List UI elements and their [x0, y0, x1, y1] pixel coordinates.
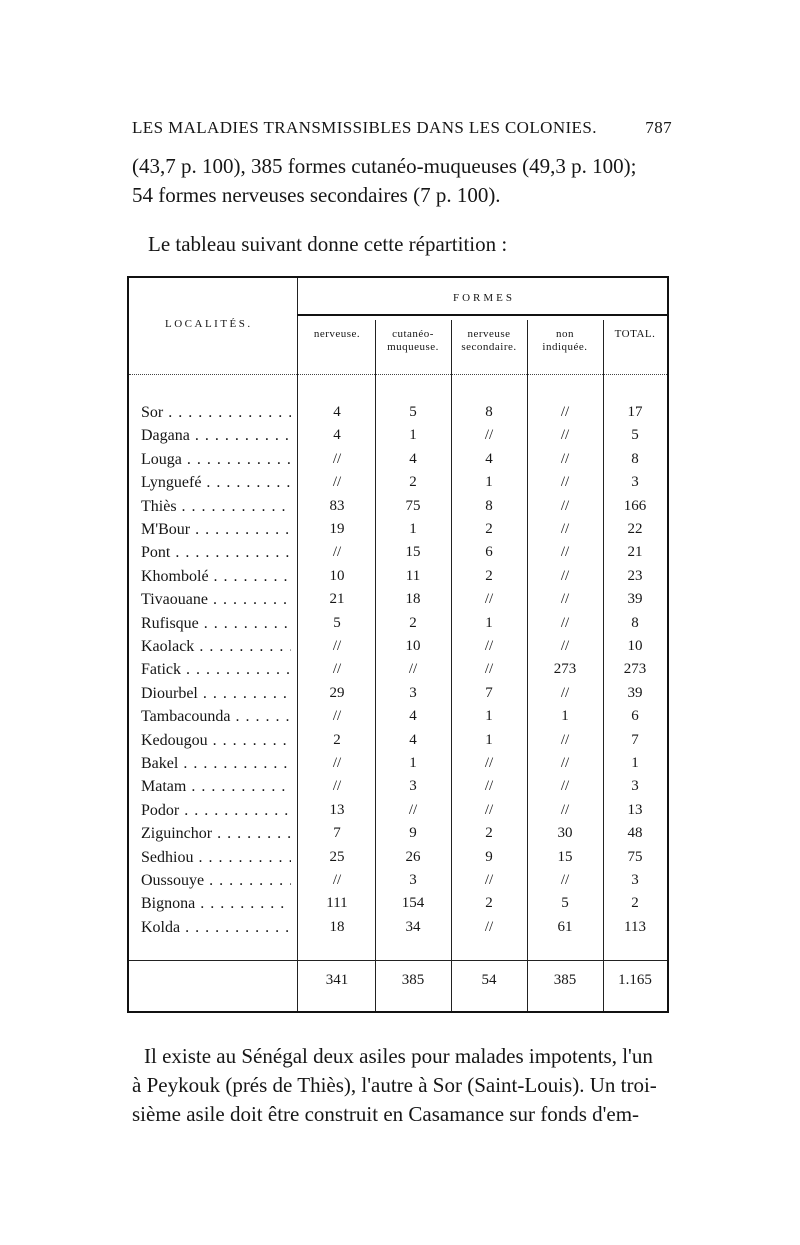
row-cell: 3 — [631, 474, 639, 491]
row-cell: // — [484, 638, 494, 654]
row-cell: 113 — [624, 918, 646, 935]
row-cell: 8 — [631, 450, 639, 467]
row-cell: 8 — [485, 497, 493, 514]
row-cell: 25 — [329, 848, 345, 865]
row-cell: 21 — [329, 591, 345, 608]
col-header-total: TOTAL. — [614, 328, 656, 340]
row-cell: 18 — [329, 918, 345, 935]
row-locality: Sedhiou . . . — [141, 849, 291, 867]
row-cell: 1 — [631, 755, 639, 771]
row-cell: 30 — [557, 825, 573, 842]
table-row — [129, 825, 667, 848]
row-cell: 273 — [553, 661, 577, 678]
grand-total: 1.165 — [618, 972, 652, 988]
row-cell: 13 — [627, 801, 643, 818]
row-cell: // — [560, 778, 570, 795]
row-cell: // — [408, 801, 418, 818]
row-cell: 10 — [405, 638, 421, 654]
row-cell: // — [484, 427, 494, 444]
row-locality: Bignona . . . — [141, 895, 291, 913]
header-rule — [129, 374, 667, 375]
row-locality: Sor . . . — [141, 404, 291, 422]
row-cell: // — [408, 661, 418, 678]
formes-header: FORMES — [452, 292, 516, 304]
row-cell: // — [332, 872, 342, 888]
table-row — [129, 521, 667, 544]
row-locality: Podor . . . — [141, 802, 291, 820]
row-locality: M'Bour . . . — [141, 521, 291, 539]
row-cell: 4 — [485, 450, 493, 467]
row-cell: 1 — [485, 474, 493, 491]
closing-line-2: à Peykouk (prés de Thiès), l'autre à Sor (Saint-Louis). Un troi- — [132, 1073, 657, 1097]
table-row — [129, 661, 667, 684]
row-cell: 18 — [405, 591, 421, 608]
row-cell: 111 — [326, 895, 348, 912]
row-cell: // — [560, 474, 570, 491]
total-cutaneo-muqueuse: 385 — [401, 972, 425, 988]
running-head — [132, 118, 672, 138]
table-row — [129, 802, 667, 825]
row-cell: // — [332, 778, 342, 795]
row-cell: 75 — [627, 848, 643, 865]
row-cell: 5 — [561, 895, 569, 912]
row-cell: 9 — [485, 848, 493, 865]
row-cell: // — [560, 427, 570, 444]
row-cell: // — [484, 778, 494, 795]
intro-paragraph — [132, 152, 672, 210]
total-nerveuse-secondaire: 54 — [481, 972, 497, 988]
page-number: 787 — [645, 118, 672, 137]
row-cell: 1 — [409, 755, 417, 771]
row-locality: Thiès . . . — [141, 498, 291, 516]
row-locality: Khombolé . . . — [141, 568, 291, 586]
closing-line-1: Il existe au Sénégal deux asiles pour malades impotents, l'un — [144, 1044, 653, 1068]
table-row — [129, 708, 667, 731]
row-cell: 21 — [627, 544, 643, 561]
row-cell: 8 — [485, 404, 493, 420]
row-locality: Ziguinchor . . . — [141, 825, 291, 843]
row-locality: Matam . . . — [141, 778, 291, 796]
row-cell: // — [332, 661, 342, 678]
row-cell: // — [332, 708, 342, 725]
table-caption: Le tableau suivant donne cette répartition : — [148, 232, 508, 256]
table-row — [129, 778, 667, 801]
row-cell: 15 — [405, 544, 421, 561]
formes-rule — [297, 314, 667, 316]
row-cell: 7 — [631, 731, 639, 748]
row-cell: 7 — [333, 825, 341, 842]
row-cell: 5 — [409, 404, 417, 420]
row-locality: Kedougou . . . — [141, 732, 291, 750]
row-cell: 61 — [557, 918, 573, 935]
row-cell: 29 — [329, 684, 345, 701]
row-cell: 15 — [557, 848, 573, 865]
row-cell: // — [560, 801, 570, 818]
row-cell: 39 — [627, 591, 643, 608]
table-row — [129, 451, 667, 474]
row-cell: 26 — [405, 848, 421, 865]
totals-rule — [129, 960, 667, 961]
table-row — [129, 404, 667, 427]
row-cell: // — [332, 755, 342, 771]
row-locality: Diourbel . . . — [141, 685, 291, 703]
row-cell: 1 — [409, 427, 417, 444]
row-locality: Fatick . . . — [141, 661, 291, 679]
row-cell: // — [484, 872, 494, 888]
row-cell: 2 — [409, 474, 417, 491]
row-cell: // — [560, 497, 570, 514]
row-cell: // — [484, 755, 494, 771]
row-cell: 166 — [623, 497, 647, 514]
row-cell: 2 — [631, 895, 639, 912]
row-cell: // — [484, 918, 494, 935]
row-cell: 9 — [409, 825, 417, 842]
row-cell: // — [484, 801, 494, 818]
row-cell: 154 — [401, 895, 425, 912]
table-row — [129, 755, 667, 778]
row-cell: 22 — [627, 521, 643, 537]
row-cell: 273 — [623, 661, 647, 678]
row-cell: 4 — [409, 708, 417, 725]
col-header-nerveuse: nerveuse. — [313, 328, 361, 340]
table-row — [129, 427, 667, 450]
row-locality: Rufisque . . . — [141, 615, 291, 633]
row-cell: // — [484, 591, 494, 608]
table-row — [129, 568, 667, 591]
col-header-nerveuse-secondaire: nerveuse secondaire. — [461, 328, 517, 353]
row-cell: 5 — [333, 614, 341, 631]
row-cell: // — [560, 544, 570, 561]
running-head-title: LES MALADIES TRANSMISSIBLES DANS LES COLONIES. — [132, 118, 597, 137]
closing-line-3: sième asile doit être construit en Casamance sur fonds d'em- — [132, 1102, 640, 1126]
table-row — [129, 685, 667, 708]
row-cell: // — [560, 567, 570, 584]
row-cell: 3 — [409, 684, 417, 701]
row-cell: 1 — [485, 614, 493, 631]
table-row — [129, 544, 667, 567]
row-cell: 4 — [409, 731, 417, 748]
row-cell: 1 — [485, 731, 493, 748]
table-row — [129, 919, 667, 942]
row-cell: 10 — [329, 567, 345, 584]
table-row — [129, 895, 667, 918]
row-cell: 34 — [405, 918, 421, 935]
row-cell: 19 — [329, 521, 345, 537]
table-row — [129, 638, 667, 661]
table-row — [129, 872, 667, 895]
row-cell: // — [560, 404, 570, 420]
row-cell: // — [332, 544, 342, 561]
row-cell: 2 — [485, 521, 493, 537]
table-row — [129, 474, 667, 497]
row-cell: 4 — [333, 427, 341, 444]
closing-paragraph — [132, 1042, 672, 1129]
total-non-indiquee: 385 — [553, 972, 577, 988]
table-row — [129, 849, 667, 872]
row-locality: Louga . . . — [141, 451, 291, 469]
intro-line-1: (43,7 p. 100), 385 formes cutanéo-muqueuses (49,3 p. 100); — [132, 154, 637, 178]
row-cell: // — [560, 614, 570, 631]
table-row — [129, 615, 667, 638]
row-cell: // — [560, 731, 570, 748]
row-cell: // — [560, 755, 570, 771]
row-cell: 10 — [627, 638, 643, 654]
row-cell: 2 — [485, 567, 493, 584]
row-cell: 3 — [631, 872, 639, 888]
total-nerveuse: 341 — [325, 972, 349, 988]
row-locality: Kaolack . . . — [141, 638, 291, 656]
row-cell: 8 — [631, 614, 639, 631]
row-cell: // — [560, 872, 570, 888]
row-cell: 4 — [333, 404, 341, 420]
row-cell: 17 — [627, 404, 643, 420]
row-cell: // — [332, 450, 342, 467]
row-locality: Tambacounda . . . — [141, 708, 291, 726]
row-cell: 2 — [409, 614, 417, 631]
row-cell: 2 — [485, 895, 493, 912]
row-cell: // — [560, 521, 570, 537]
row-cell: 1 — [561, 708, 569, 725]
row-locality: Lynguefé . . . — [141, 474, 291, 492]
row-cell: 23 — [627, 567, 643, 584]
row-cell: 39 — [627, 684, 643, 701]
row-cell: 75 — [405, 497, 421, 514]
col-header-cutaneo-muqueuse: cutanéo- muqueuse. — [387, 328, 439, 353]
row-locality: Dagana . . . — [141, 427, 291, 445]
row-cell: 3 — [631, 778, 639, 795]
row-cell: 6 — [485, 544, 493, 561]
row-cell: // — [332, 638, 342, 654]
table-row — [129, 498, 667, 521]
col-header-non-indiquee: non indiquée. — [542, 328, 588, 353]
table-row — [129, 732, 667, 755]
row-cell: // — [560, 591, 570, 608]
row-cell: 1 — [409, 521, 417, 537]
data-table — [127, 276, 669, 1013]
row-cell: 7 — [485, 684, 493, 701]
row-cell: 6 — [631, 708, 639, 725]
intro-line-2: 54 formes nerveuses secondaires (7 p. 100). — [132, 183, 501, 207]
table-row — [129, 591, 667, 614]
row-cell: 13 — [329, 801, 345, 818]
row-cell: // — [484, 661, 494, 678]
row-cell: // — [560, 684, 570, 701]
row-cell: 2 — [333, 731, 341, 748]
row-cell: 4 — [409, 450, 417, 467]
localites-header: LOCALITÉS. — [165, 318, 253, 330]
row-cell: // — [560, 638, 570, 654]
row-cell: // — [560, 450, 570, 467]
row-cell: 48 — [627, 825, 643, 842]
row-locality: Oussouye . . . — [141, 872, 291, 890]
row-cell: 83 — [329, 497, 345, 514]
row-locality: Tivaouane . . . — [141, 591, 291, 609]
row-cell: 2 — [485, 825, 493, 842]
row-cell: 3 — [409, 872, 417, 888]
row-locality: Kolda . . . — [141, 919, 291, 937]
row-cell: 1 — [485, 708, 493, 725]
row-locality: Pont . . . — [141, 544, 291, 562]
row-cell: 11 — [405, 567, 421, 584]
row-cell: // — [332, 474, 342, 491]
row-locality: Bakel . . . — [141, 755, 291, 773]
row-cell: 3 — [409, 778, 417, 795]
row-cell: 5 — [631, 427, 639, 444]
